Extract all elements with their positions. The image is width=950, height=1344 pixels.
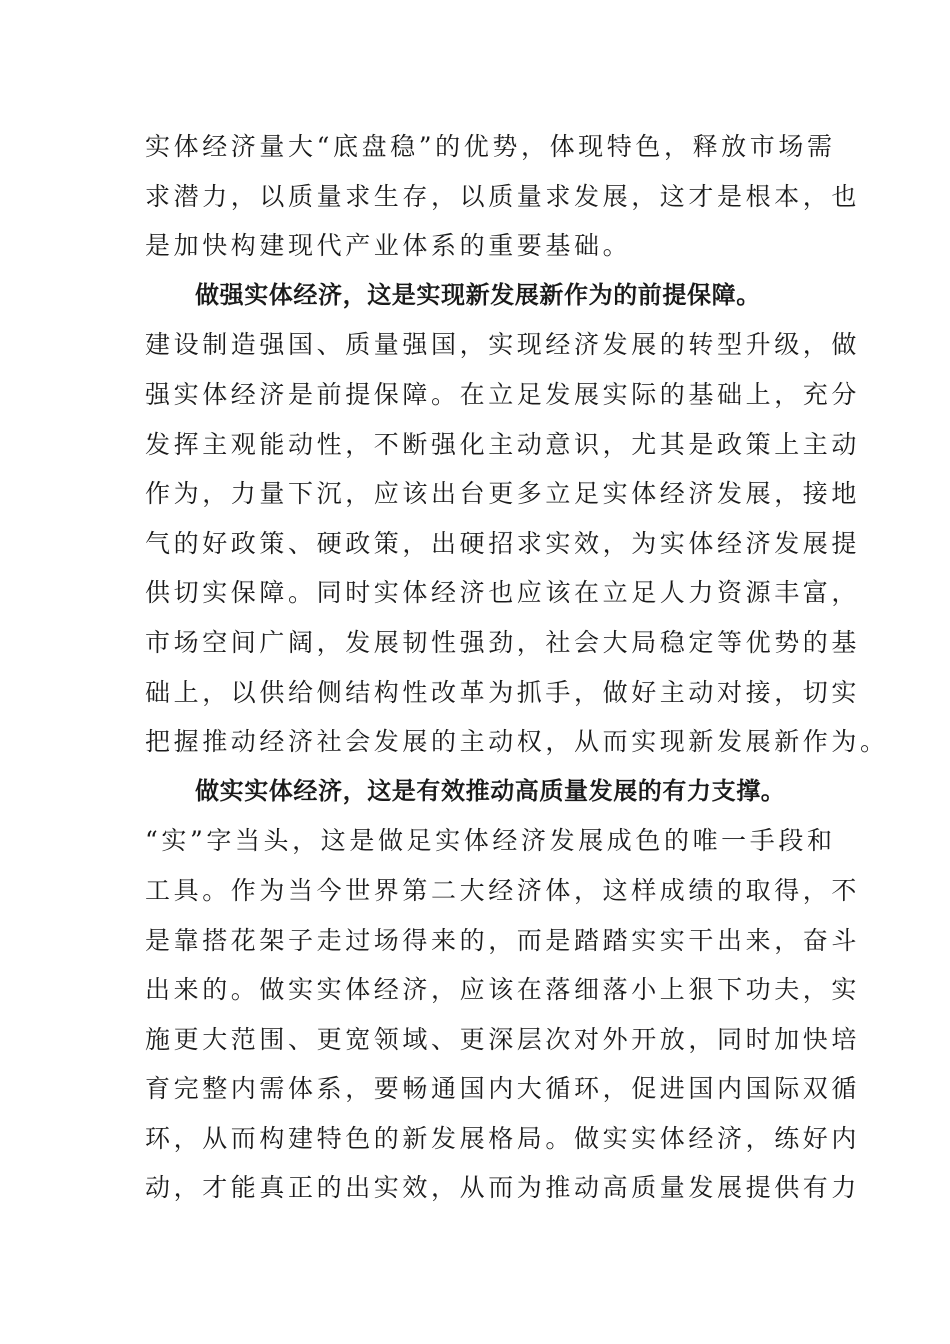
paragraph-intro bbox=[145, 122, 861, 271]
text-line: 出来的。做实实体经济，应该在落细落小上狠下功夫，实 bbox=[145, 975, 861, 1005]
text-line: 发挥主观能动性，不断强化主动意识，尤其是政策上主动 bbox=[145, 429, 861, 459]
text-line: 市场空间广阔，发展韧性强劲，社会大局稳定等优势的基 bbox=[145, 627, 861, 657]
text-line: 环，从而构建特色的新发展格局。做实实体经济，练好内 bbox=[145, 1123, 861, 1153]
text-line: 育完整内需体系，要畅通国内大循环，促进国内国际双循 bbox=[145, 1074, 861, 1104]
document-body bbox=[145, 122, 889, 1213]
text-line: 作为，力量下沉，应该出台更多立足实体经济发展，接地 bbox=[145, 479, 861, 509]
text-line: 求潜力，以质量求生存，以质量求发展，这才是根本，也 bbox=[145, 181, 861, 211]
text-line: 建设制造强国、质量强国，实现经济发展的转型升级，做 bbox=[145, 330, 861, 360]
section-heading: 做实实体经济，这是有效推动高质量发展的有力支撑。 bbox=[195, 776, 786, 805]
text-line: 把握推动经济社会发展的主动权，从而实现新发展新作为。 bbox=[145, 727, 889, 757]
paragraph-solidify bbox=[145, 767, 861, 1213]
text-line: “实”字当头，这是做足实体经济发展成色的唯一手段和 bbox=[145, 826, 836, 856]
text-line: 动，才能真正的出实效，从而为推动高质量发展提供有力 bbox=[145, 1173, 861, 1203]
text-line: 础上，以供给侧结构性改革为抓手，做好主动对接，切实 bbox=[145, 677, 861, 707]
text-line: 施更大范围、更宽领域、更深层次对外开放，同时加快培 bbox=[145, 1024, 861, 1054]
text-line: 是靠搭花架子走过场得来的，而是踏踏实实干出来，奋斗 bbox=[145, 925, 861, 955]
paragraph-strengthen bbox=[145, 271, 889, 767]
section-heading: 做强实体经济，这是实现新发展新作为的前提保障。 bbox=[195, 280, 761, 309]
text-line: 强实体经济是前提保障。在立足发展实际的基础上，充分 bbox=[145, 379, 861, 409]
text-line: 气的好政策、硬政策，出硬招求实效，为实体经济发展提 bbox=[145, 528, 861, 558]
text-line: 是加快构建现代产业体系的重要基础。 bbox=[145, 231, 632, 261]
text-line: 实体经济量大“底盘稳”的优势，体现特色，释放市场需 bbox=[145, 132, 836, 161]
text-line: 工具。作为当今世界第二大经济体，这样成绩的取得，不 bbox=[145, 875, 861, 905]
text-line: 供切实保障。同时实体经济也应该在立足人力资源丰富， bbox=[145, 578, 861, 608]
